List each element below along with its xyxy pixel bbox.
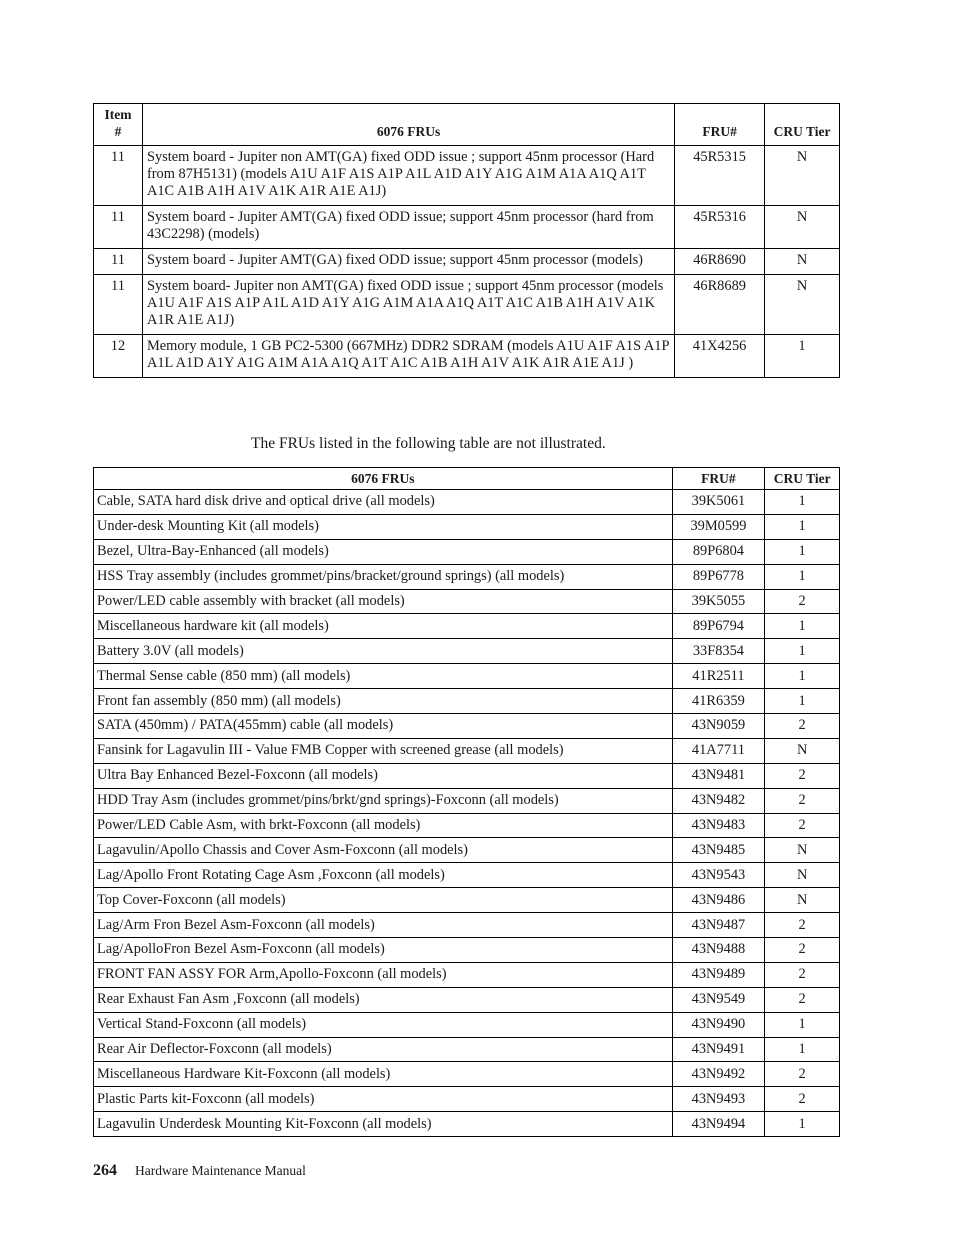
fru-number-cell: 43N9488 <box>672 938 765 963</box>
table-row <box>94 689 840 714</box>
fru-number-cell: 43N9487 <box>672 913 765 938</box>
cru-tier-cell: 1 <box>765 1012 840 1037</box>
cru-tier-cell: 2 <box>765 938 840 963</box>
item-number-cell: 12 <box>94 335 143 378</box>
cru-tier-cell: N <box>765 146 840 206</box>
fru-description-cell: Battery 3.0V (all models) <box>94 639 673 664</box>
page-footer <box>93 1162 306 1180</box>
table-row <box>94 813 840 838</box>
header-fru-number: FRU# <box>675 104 765 146</box>
cru-tier-cell: 2 <box>765 1087 840 1112</box>
fru-description-cell: Lag/ApolloFron Bezel Asm-Foxconn (all models) <box>94 938 673 963</box>
fru-description-cell: Power/LED cable assembly with bracket (all models) <box>94 589 673 614</box>
table-row <box>94 888 840 913</box>
fru-description-cell: Thermal Sense cable (850 mm) (all models) <box>94 664 673 689</box>
cru-tier-cell: 1 <box>765 614 840 639</box>
item-number-cell: 11 <box>94 146 143 206</box>
cru-tier-cell: 1 <box>765 335 840 378</box>
fru-description-cell: Front fan assembly (850 mm) (all models) <box>94 689 673 714</box>
fru-number-cell: 41X4256 <box>675 335 765 378</box>
fru-description-cell: Rear Air Deflector-Foxconn (all models) <box>94 1037 673 1062</box>
table-row <box>94 788 840 813</box>
cru-tier-cell: 2 <box>765 987 840 1012</box>
fru-description-cell: Lag/Arm Fron Bezel Asm-Foxconn (all models) <box>94 913 673 938</box>
cru-tier-cell: 1 <box>765 1112 840 1137</box>
cru-tier-cell: N <box>765 838 840 863</box>
header-cru-tier: CRU Tier <box>765 104 840 146</box>
table-row <box>94 1037 840 1062</box>
fru-number-cell: 41A7711 <box>672 738 765 763</box>
cru-tier-cell: 1 <box>765 514 840 539</box>
fru-description-cell: Top Cover-Foxconn (all models) <box>94 888 673 913</box>
cru-tier-cell: 1 <box>765 689 840 714</box>
table-row <box>94 206 840 249</box>
fru-number-cell: 43N9481 <box>672 763 765 788</box>
fru-number-cell: 43N9485 <box>672 838 765 863</box>
fru-description-cell: Miscellaneous hardware kit (all models) <box>94 614 673 639</box>
fru-description-cell: System board - Jupiter AMT(GA) fixed ODD issue; support 45nm processor (hard from 43C2298) (models) <box>142 206 674 249</box>
fru-number-cell: 43N9491 <box>672 1037 765 1062</box>
fru-number-cell: 43N9492 <box>672 1062 765 1087</box>
fru-number-cell: 89P6804 <box>672 539 765 564</box>
header-frus: 6076 FRUs <box>94 468 673 490</box>
cru-tier-cell: 2 <box>765 1062 840 1087</box>
table-header-row <box>94 468 840 490</box>
fru-number-cell: 39K5061 <box>672 490 765 515</box>
table-row <box>94 614 840 639</box>
table-row <box>94 514 840 539</box>
fru-description-cell: Plastic Parts kit-Foxconn (all models) <box>94 1087 673 1112</box>
fru-number-cell: 43N9482 <box>672 788 765 813</box>
header-cru-tier: CRU Tier <box>765 468 840 490</box>
fru-number-cell: 43N9490 <box>672 1012 765 1037</box>
cru-tier-cell: 2 <box>765 813 840 838</box>
item-number-cell: 11 <box>94 275 143 335</box>
cru-tier-cell: 2 <box>765 913 840 938</box>
table-row <box>94 639 840 664</box>
table-row <box>94 275 840 335</box>
fru-table-illustrated <box>93 103 840 378</box>
fru-number-cell: 89P6778 <box>672 564 765 589</box>
header-item-number: Item # <box>94 104 143 146</box>
table-row <box>94 1012 840 1037</box>
cru-tier-cell: N <box>765 249 840 275</box>
table-row <box>94 146 840 206</box>
table-row <box>94 738 840 763</box>
table-row <box>94 1112 840 1137</box>
table-row <box>94 838 840 863</box>
cru-tier-cell: N <box>765 275 840 335</box>
table-row <box>94 962 840 987</box>
fru-number-cell: 46R8689 <box>675 275 765 335</box>
table-row <box>94 863 840 888</box>
cru-tier-cell: N <box>765 738 840 763</box>
fru-description-cell: Bezel, Ultra-Bay-Enhanced (all models) <box>94 539 673 564</box>
table-header-row <box>94 104 840 146</box>
fru-number-cell: 45R5316 <box>675 206 765 249</box>
fru-table-not-illustrated <box>93 467 840 1137</box>
cru-tier-cell: 1 <box>765 564 840 589</box>
cru-tier-cell: 2 <box>765 763 840 788</box>
fru-number-cell: 43N9483 <box>672 813 765 838</box>
fru-description-cell: Ultra Bay Enhanced Bezel-Foxconn (all models) <box>94 763 673 788</box>
fru-number-cell: 39K5055 <box>672 589 765 614</box>
table-row <box>94 763 840 788</box>
table-caption: The FRUs listed in the following table are not illustrated. <box>251 435 606 452</box>
fru-number-cell: 43N9489 <box>672 962 765 987</box>
header-fru-number: FRU# <box>672 468 765 490</box>
item-number-cell: 11 <box>94 249 143 275</box>
fru-description-cell: System board - Jupiter non AMT(GA) fixed ODD issue ; support 45nm processor (Hard from 87H5131) (models A1U A1F A1S A1P A1L A1D A1Y A1G A1M A1A A1Q A1T A1C A1B A1H A1V A1K A1R A1E A1J) <box>142 146 674 206</box>
fru-description-cell: Cable, SATA hard disk drive and optical drive (all models) <box>94 490 673 515</box>
table-row <box>94 664 840 689</box>
fru-number-cell: 43N9493 <box>672 1087 765 1112</box>
fru-description-cell: Vertical Stand-Foxconn (all models) <box>94 1012 673 1037</box>
cru-tier-cell: 1 <box>765 1037 840 1062</box>
item-number-cell: 11 <box>94 206 143 249</box>
fru-description-cell: System board - Jupiter AMT(GA) fixed ODD issue; support 45nm processor (models) <box>142 249 674 275</box>
fru-number-cell: 43N9494 <box>672 1112 765 1137</box>
table-row <box>94 913 840 938</box>
cru-tier-cell: N <box>765 863 840 888</box>
table-row <box>94 589 840 614</box>
cru-tier-cell: 1 <box>765 539 840 564</box>
fru-number-cell: 43N9549 <box>672 987 765 1012</box>
cru-tier-cell: N <box>765 206 840 249</box>
fru-description-cell: Rear Exhaust Fan Asm ,Foxconn (all models) <box>94 987 673 1012</box>
fru-description-cell: System board- Jupiter non AMT(GA) fixed ODD issue ; support 45nm processor (models A1U A1F A1S A1P A1L A1D A1Y A1G A1M A1A A1Q A1T A1C A1B A1H A1V A1K A1R A1E A1J) <box>142 275 674 335</box>
fru-description-cell: Lagavulin Underdesk Mounting Kit-Foxconn (all models) <box>94 1112 673 1137</box>
header-frus: 6076 FRUs <box>142 104 674 146</box>
table-row <box>94 714 840 739</box>
table-row <box>94 335 840 378</box>
cru-tier-cell: 1 <box>765 639 840 664</box>
fru-description-cell: Miscellaneous Hardware Kit-Foxconn (all models) <box>94 1062 673 1087</box>
cru-tier-cell: 1 <box>765 664 840 689</box>
fru-description-cell: Fansink for Lagavulin III - Value FMB Copper with screened grease (all models) <box>94 738 673 763</box>
fru-description-cell: HSS Tray assembly (includes grommet/pins/bracket/ground springs) (all models) <box>94 564 673 589</box>
fru-number-cell: 43N9059 <box>672 714 765 739</box>
fru-number-cell: 33F8354 <box>672 639 765 664</box>
table-row <box>94 938 840 963</box>
fru-description-cell: FRONT FAN ASSY FOR Arm,Apollo-Foxconn (all models) <box>94 962 673 987</box>
cru-tier-cell: 1 <box>765 490 840 515</box>
table-row <box>94 1087 840 1112</box>
fru-number-cell: 46R8690 <box>675 249 765 275</box>
fru-description-cell: Lag/Apollo Front Rotating Cage Asm ,Foxconn (all models) <box>94 863 673 888</box>
fru-description-cell: HDD Tray Asm (includes grommet/pins/brkt/gnd springs)-Foxconn (all models) <box>94 788 673 813</box>
fru-number-cell: 43N9543 <box>672 863 765 888</box>
table-row <box>94 249 840 275</box>
cru-tier-cell: 2 <box>765 788 840 813</box>
table-row <box>94 490 840 515</box>
fru-number-cell: 41R2511 <box>672 664 765 689</box>
fru-number-cell: 45R5315 <box>675 146 765 206</box>
cru-tier-cell: 2 <box>765 589 840 614</box>
cru-tier-cell: N <box>765 888 840 913</box>
table-row <box>94 564 840 589</box>
cru-tier-cell: 2 <box>765 714 840 739</box>
fru-number-cell: 43N9486 <box>672 888 765 913</box>
manual-title: Hardware Maintenance Manual <box>135 1163 306 1178</box>
fru-description-cell: Lagavulin/Apollo Chassis and Cover Asm-Foxconn (all models) <box>94 838 673 863</box>
page-number: 264 <box>93 1162 117 1179</box>
cru-tier-cell: 2 <box>765 962 840 987</box>
table-row <box>94 987 840 1012</box>
fru-description-cell: SATA (450mm) / PATA(455mm) cable (all models) <box>94 714 673 739</box>
fru-description-cell: Memory module, 1 GB PC2-5300 (667MHz) DDR2 SDRAM (models A1U A1F A1S A1P A1L A1D A1Y A1G A1M A1A A1Q A1T A1C A1B A1H A1V A1K A1R A1E A1J ) <box>142 335 674 378</box>
table-row <box>94 539 840 564</box>
fru-number-cell: 39M0599 <box>672 514 765 539</box>
fru-number-cell: 89P6794 <box>672 614 765 639</box>
fru-description-cell: Power/LED Cable Asm, with brkt-Foxconn (all models) <box>94 813 673 838</box>
fru-number-cell: 41R6359 <box>672 689 765 714</box>
table-row <box>94 1062 840 1087</box>
fru-description-cell: Under-desk Mounting Kit (all models) <box>94 514 673 539</box>
